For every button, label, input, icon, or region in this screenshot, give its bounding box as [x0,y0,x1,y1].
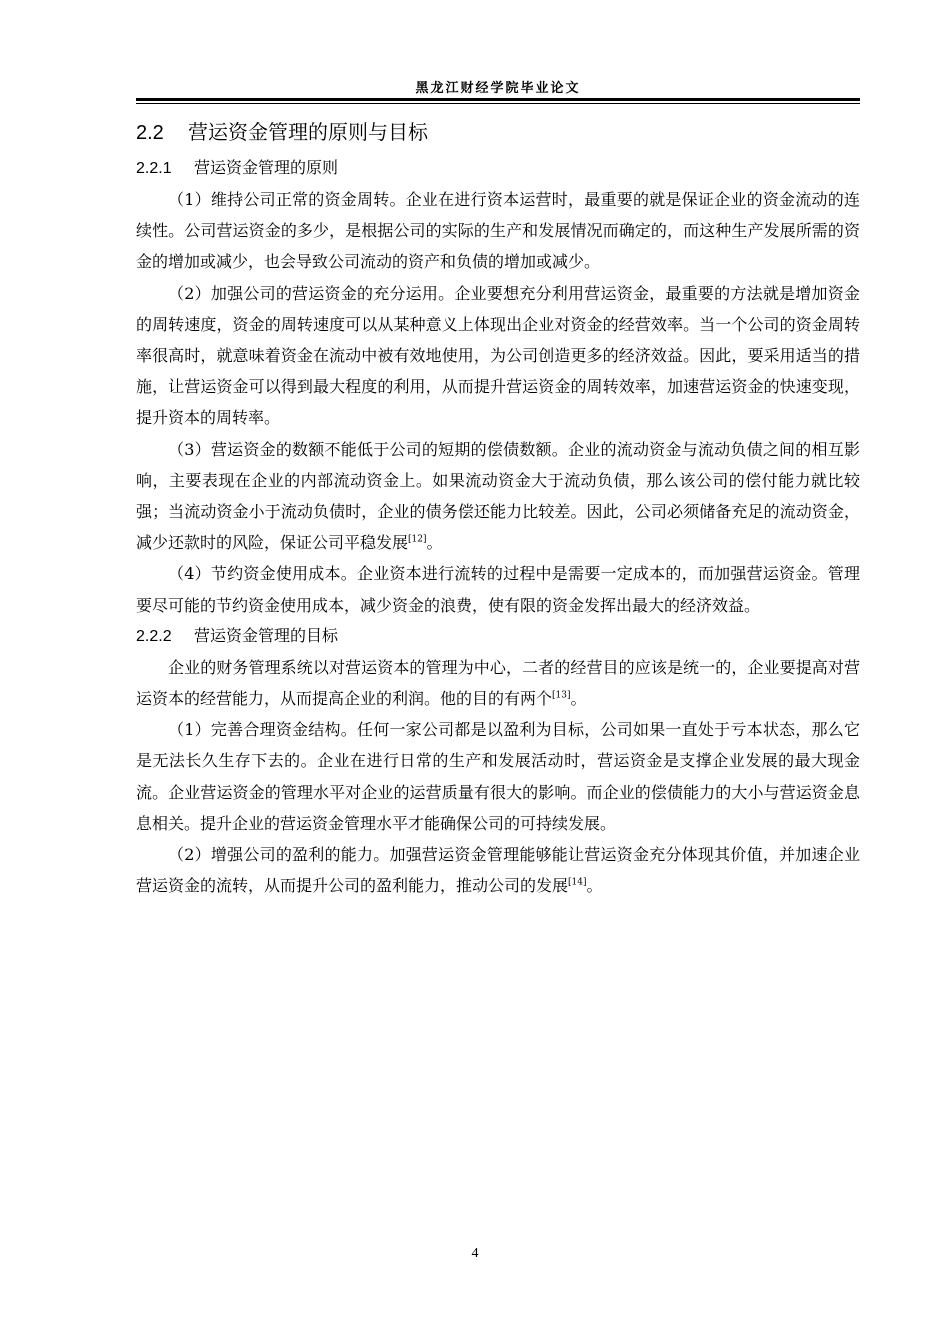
subsection-heading-principles [136,153,860,184]
subsection-heading-goals [136,621,860,652]
paragraph-text: （1）完善合理资金结构。任何一家公司都是以盈利为目标，公司如果一直处于亏本状态，那么它是无法长久生存下去的。企业在进行日常的生产和发展活动时，营运资金是支撑企业发展的最大现金流。企业营运资金的管理水平对企业的运营质量有很大的影响。而企业的偿债能力的大小与营运资金息息相关。提升企业的营运资金管理水平才能确保公司的可持续发展。 [136,720,860,833]
paragraph [136,278,860,434]
paragraph-text: （2）增强公司的盈利的能力。加强营运资金管理能够能让营运资金充分体现其价值，并加速企业营运资金的流转，从而提升公司的盈利能力，推动公司的发展 [136,845,860,896]
subsection-title: 营运资金管理的目标 [194,625,339,645]
section-title: 营运资金管理的原则与目标 [188,120,428,144]
header-rule-thin [136,103,860,104]
citation-ref: [14] [568,877,587,888]
paragraph-text: （3）营运资金的数额不能低于公司的短期的偿债数额。企业的流动资金与流动负债之间的相互影响，主要表现在企业的内部流动资金上。如果流动资金大于流动负债，那么该公司的偿付能力就比较强；当流动资金小于流动负债时，企业的债务偿还能力比较差。因此，公司必须储备充足的流动资金，减少还款时的风险，保证公司平稳发展 [136,439,860,553]
page-body [136,116,860,901]
paragraph-text: （4）节约资金使用成本。企业资本进行流转的过程中是需要一定成本的，而加强营运资金。管理要尽可能的节约资金使用成本，减少资金的浪费，使有限的资金发挥出最大的经济效益。 [136,564,860,615]
paragraph-text: 企业的财务管理系统以对营运资本的管理为中心，二者的经营目的应该是统一的，企业要提高对营运资本的经营能力，从而提高企业的利润。他的目的有两个 [136,657,860,709]
paragraph-tail: 。 [570,689,587,709]
paragraph-text: （1）维持公司正常的资金周转。企业在进行资本运营时，最重要的就是保证企业的资金流动的连续性。公司营运资金的多少，是根据公司的实际的生产和发展情况而确定的，而这种生产发展所需的资金的增加或减少，也会导致公司流动的资产和负债的增加或减少。 [136,190,860,272]
paragraph [136,714,860,839]
subsection-number: 2.2.2 [136,627,172,645]
paragraph-tail: 。 [586,876,603,896]
paragraph-tail: 。 [426,533,443,553]
citation-ref: [12] [408,534,427,545]
header-rule-thick [136,98,860,101]
section-number: 2.2 [136,122,164,144]
paragraph-text: （2）加强公司的营运资金的充分运用。企业要想充分利用营运资金，最重要的方法就是增加资金的周转速度，资金的周转速度可以从某种意义上体现出企业对资金的经营效率。当一个公司的资金周转率很高时，就意味着资金在流动中被有效地使用，为公司创造更多的经济效益。因此，要采用适当的措施，让营运资金可以得到最大程度的利用，从而提升营运资金的周转效率，加速营运资金的快速变现，提升资本的周转率。 [136,283,860,428]
paragraph [136,652,860,714]
subsection-number: 2.2.1 [136,160,172,177]
section-heading [136,116,860,149]
subsection-title: 营运资金管理的原则 [194,158,339,177]
paragraph [136,558,860,620]
page-number: 4 [471,1246,479,1261]
running-header: 黑龙江财经学院毕业论文 [415,81,581,96]
citation-ref: [13] [552,690,571,701]
paragraph [136,184,860,278]
paragraph [136,839,860,901]
paragraph [136,434,860,559]
